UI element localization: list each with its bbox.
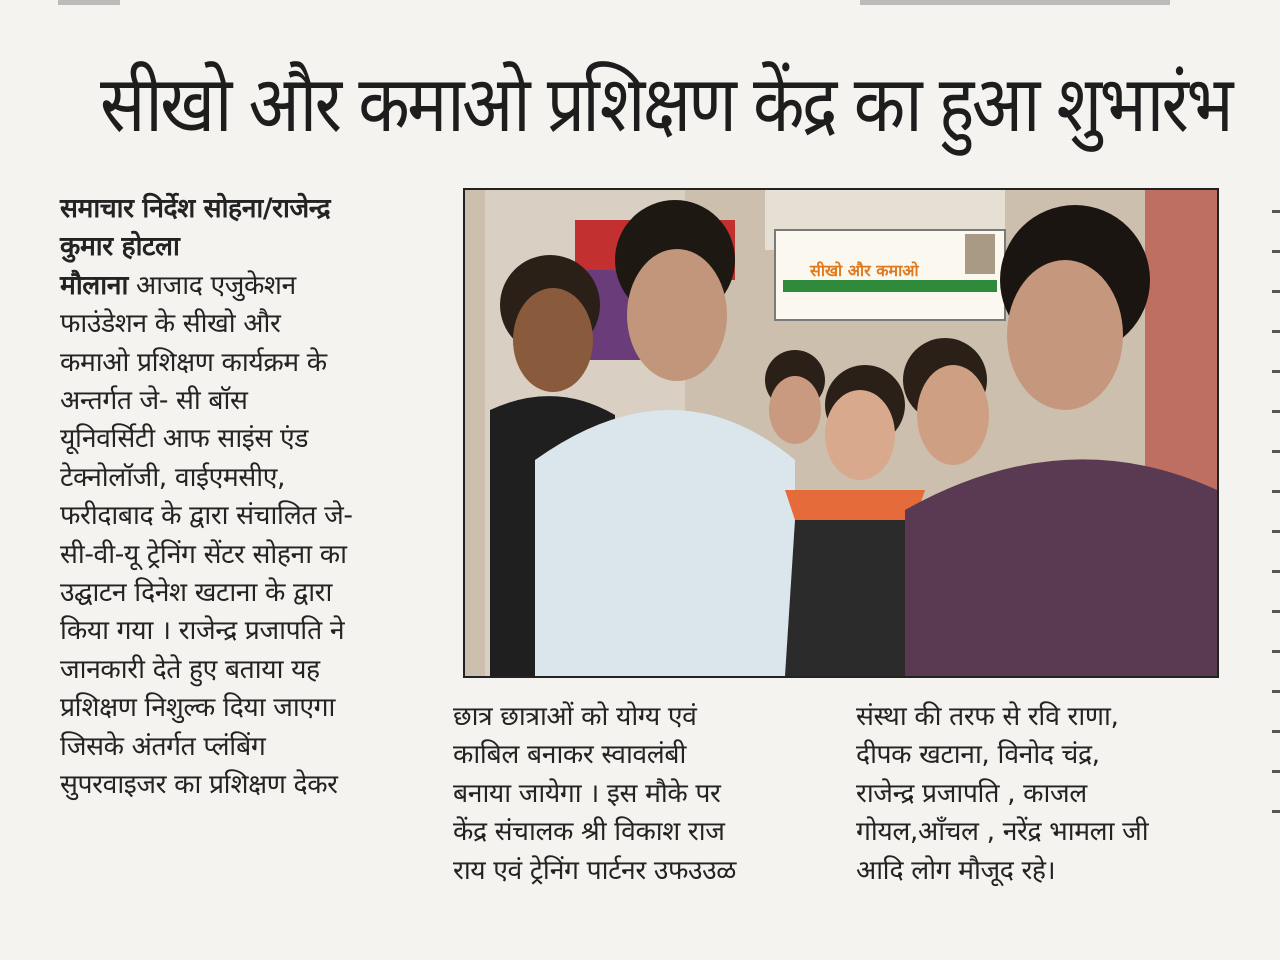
body-line: राय एवं ट्रेनिंग पार्टनर उफउउळ bbox=[453, 854, 736, 886]
body-line: किया गया । राजेन्द्र प्रजापति ने bbox=[60, 615, 345, 647]
article-column-middle bbox=[453, 698, 833, 890]
body-line: कमाओ प्रशिक्षण कार्यक्रम के bbox=[60, 346, 327, 378]
body-line: राजेन्द्र प्रजापति , काजल bbox=[856, 777, 1087, 809]
adjacent-column-edge bbox=[1268, 205, 1280, 845]
headline: सीखो और कमाओ प्रशिक्षण केंद्र का हुआ शुभारंभ bbox=[100, 60, 1231, 150]
body-line: गोयल,आँचल , नरेंद्र भामला जी bbox=[856, 816, 1149, 848]
body-line: जिसके अंतर्गत प्लंबिंग bbox=[60, 730, 266, 762]
byline-line-1: समाचार निर्देश सोहना/राजेन्द्र bbox=[60, 193, 331, 224]
top-print-strip bbox=[0, 0, 1280, 10]
body-line: दीपक खटाना, विनोद चंद्र, bbox=[856, 739, 1100, 771]
body-line: छात्र छात्राओं को योग्य एवं bbox=[453, 701, 697, 732]
article-column-right bbox=[856, 698, 1236, 890]
body-line: यूनिवर्सिटी आफ साइंस एंड bbox=[60, 423, 308, 455]
body-line: सी-वी-यू ट्रेनिंग सेंटर सोहना का bbox=[60, 538, 347, 570]
lead-line bbox=[60, 267, 455, 305]
body-line: बनाया जायेगा । इस मौके पर bbox=[453, 777, 721, 809]
body-line: काबिल बनाकर स्वावलंबी bbox=[453, 739, 686, 771]
body-line: केंद्र संचालक श्री विकाश राज bbox=[453, 816, 725, 848]
body-line: उद्घाटन दिनेश खटाना के द्वारा bbox=[60, 577, 332, 609]
body-line: जानकारी देते हुए बताया यह bbox=[60, 653, 320, 685]
body-line: प्रशिक्षण निशुल्क दिया जाएगा bbox=[60, 692, 336, 724]
body-line: फरीदाबाद के द्वारा संचालित जे- bbox=[60, 500, 353, 532]
news-photo bbox=[463, 188, 1219, 678]
body-line: अन्तर्गत जे- सी बॉस bbox=[60, 385, 248, 417]
body-line: टेक्नोलॉजी, वाईएमसीए, bbox=[60, 461, 286, 493]
byline-line-2: कुमार होटला bbox=[60, 231, 180, 263]
lead-bold: मौलाना bbox=[60, 269, 128, 301]
body-line: फाउंडेशन के सीखो और bbox=[60, 308, 281, 340]
photo-banner-text: सीखो और कमाओ bbox=[810, 261, 919, 280]
body-line: संस्था की तरफ से रवि राणा, bbox=[856, 701, 1119, 732]
body-line: सुपरवाइजर का प्रशिक्षण देकर bbox=[60, 769, 338, 801]
photo-illustration bbox=[465, 190, 1217, 676]
article-column-left bbox=[60, 190, 455, 805]
lead-rest: आजाद एजुकेशन bbox=[127, 269, 296, 301]
body-line: आदि लोग मौजूद रहे। bbox=[856, 854, 1056, 886]
